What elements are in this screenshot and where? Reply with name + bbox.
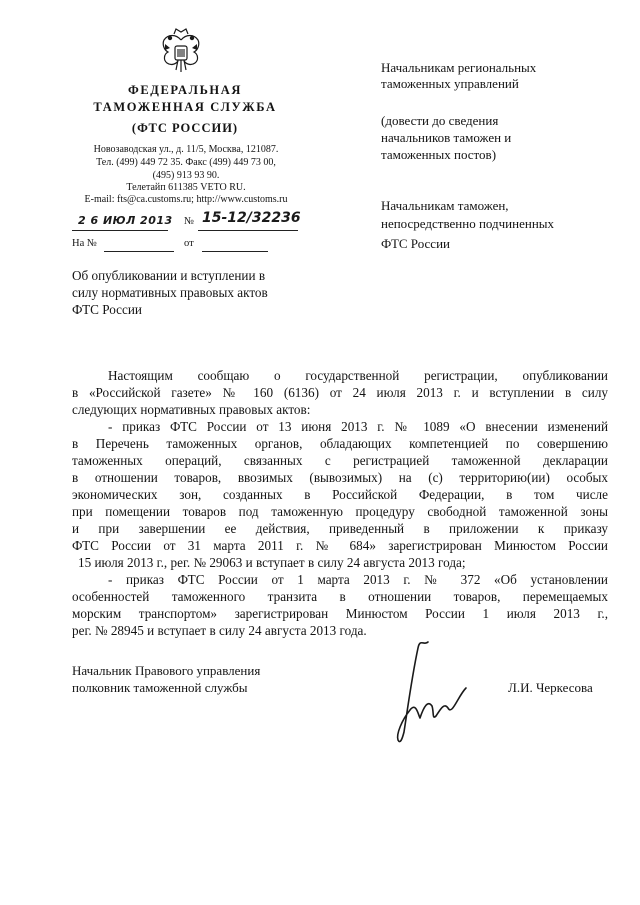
phone-fax-line: Тел. (499) 449 72 35. Факс (499) 449 73 00, xyxy=(96,157,276,168)
outgoing-number: 15-12/32236 xyxy=(202,210,301,226)
subject-line1: Об опубликовании и вступлении в xyxy=(72,268,266,283)
item1-line: и при завершении ее действия, приведенный в приложении к приказу xyxy=(72,521,608,536)
body-line: в «Российской газете» № 160 (6136) от 24 июля 2013 г. и вступлении в силу xyxy=(72,385,608,400)
subject-line2: силу нормативных правовых актов xyxy=(72,285,268,300)
date-stamp: 2 6 ИЮЛ 2013 xyxy=(78,214,173,227)
item1-line: в отношении товаров, ввозимых (вывозимых) на (с) территорию(ии) особых xyxy=(72,470,608,485)
handwritten-signature xyxy=(380,636,480,746)
number-underline xyxy=(198,230,298,231)
reply-date-underline xyxy=(202,251,268,252)
phone-line: (495) 913 93 90. xyxy=(152,170,220,181)
subject-line3: ФТС России xyxy=(72,302,142,317)
org-name-line1: ФЕДЕРАЛЬНАЯ xyxy=(127,83,243,97)
addressee-note-line3: таможенных постов) xyxy=(381,147,497,162)
reply-number-label: На № xyxy=(72,238,97,249)
item1-line: 15 июля 2013 г., рег. № 29063 и вступает в силу 24 августа 2013 года; xyxy=(78,555,466,570)
addressee-note-line1: (довести до сведения xyxy=(381,113,499,128)
addressee-2-line3: ФТС России xyxy=(381,236,450,251)
coat-of-arms-emblem xyxy=(156,26,206,76)
addressee-2-line2: непосредственно подчиненных xyxy=(381,216,555,231)
item1-line: ФТС России от 31 марта 2011 г. № 684» зарегистрирован Минюстом России xyxy=(72,538,608,553)
item1-line: - приказ ФТС России от 13 июня 2013 г. № 1089 «О внесении изменений xyxy=(108,419,608,434)
addressee-1-line1: Начальникам региональных xyxy=(381,60,537,75)
addressee-1-line2: таможенных управлений xyxy=(381,76,519,91)
org-name-line3: (ФТС РОССИИ) xyxy=(131,121,239,135)
email-web-line: E-mail: fts@ca.customs.ru; http://www.customs.ru xyxy=(84,194,288,205)
item2-line: рег. № 28945 и вступает в силу 24 августа 2013 года. xyxy=(72,623,367,638)
reply-number-underline xyxy=(104,251,174,252)
signatory-position-line1: Начальник Правового управления xyxy=(72,663,261,678)
addressee-note-line2: начальников таможен и xyxy=(381,130,512,145)
org-name-line2: ТАМОЖЕННАЯ СЛУЖБА xyxy=(93,100,277,114)
number-label: № xyxy=(184,216,195,227)
item1-line: при помещении товаров под таможенную процедуру свободной таможенной зоны xyxy=(72,504,608,519)
reply-date-label: от xyxy=(184,238,194,249)
address-line: Новозаводская ул., д. 11/5, Москва, 121087. xyxy=(93,144,279,155)
body-line: Настоящим сообщаю о государственной регистрации, опубликовании xyxy=(108,368,608,383)
item2-line: - приказ ФТС России от 1 марта 2013 г. № 372 «Об установлении xyxy=(108,572,608,587)
item2-line: особенностей таможенного транзита в отношении товаров, перемещаемых xyxy=(72,589,608,604)
addressee-2-line1: Начальникам таможен, xyxy=(381,198,509,213)
item1-line: таможенных операций, связанных с регистрацией таможенной декларации xyxy=(72,453,608,468)
body-line: следующих нормативных правовых актов: xyxy=(72,402,311,417)
item1-line: экономических зон, созданных в Российской Федерации, в том числе xyxy=(72,487,608,502)
date-underline xyxy=(72,230,168,231)
item1-line: в Перечень таможенных органов, обладающих компетенцией по совершению xyxy=(72,436,608,451)
signatory-name: Л.И. Черкесова xyxy=(508,680,593,695)
teletype-line: Телетайп 611385 VETO RU. xyxy=(126,182,246,193)
signatory-position-line2: полковник таможенной службы xyxy=(72,680,248,695)
item2-line: морским транспортом» зарегистрирован Минюстом России 1 июля 2013 г., xyxy=(72,606,608,621)
